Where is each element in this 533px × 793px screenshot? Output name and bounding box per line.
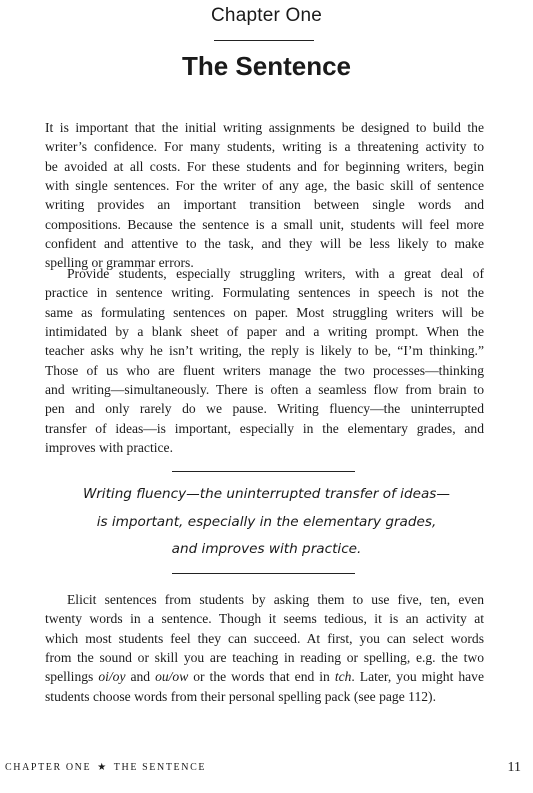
text-line: same as formulating sentences on paper. Most struggling writers will be [45,304,484,320]
footer-section: THE SENTENCE [113,762,207,773]
text-run: spellings [45,669,99,685]
text-run: and [125,669,156,685]
spelling-pattern: ou/ow [155,669,189,685]
chapter-divider [214,40,314,41]
chapter-label: Chapter One [211,5,322,26]
pull-quote-top-rule [172,471,355,472]
paragraph-intro [45,118,484,273]
text-line: It is important that the initial writing assignments be designed to build the [45,120,484,135]
text-line: compositions. Because the sentence is a small unit, students will feel more [45,216,484,232]
text-line: which most students feel they can succeed. At first, you can select words [45,630,484,646]
text-run: . Later, you might have [351,669,484,685]
star-icon: ★ [97,762,108,773]
pull-quote-line: Writing fluency—the uninterrupted transfer of ideas— [83,486,450,502]
text-line: teacher asks why he isn’t writing, the reply is likely to be, “I’m thinking.” [45,343,484,359]
text-line: writer’s confidence. For many students, writing is a threatening activity to [45,139,484,155]
text-line: writing provides an important transition between single words and [45,197,484,213]
chapter-title: The Sentence [181,51,352,81]
text-line: and writing—simultaneously. There is often a seamless flow from brain to [45,382,484,398]
pull-quote-bottom-rule [172,573,355,574]
paragraph-practice [45,264,484,457]
text-line: be avoided at all costs. For these students and for beginning writers, begin [45,158,484,174]
text-line: Provide students, especially struggling writers, with a great deal of [67,266,484,281]
text-line [45,667,484,686]
footer-chapter: CHAPTER ONE [5,762,92,773]
text-line: Elicit sentences from students by asking them to use five, ten, even [67,592,484,607]
pull-quote [0,481,533,564]
text-line: from the sound or skill you are teaching in reading or spelling, e.g. the two [45,650,484,666]
text-line: spelling or grammar errors. [45,255,194,271]
text-line: practice in sentence writing. Formulating sentences in speech is not the [45,285,484,301]
text-line: transfer of ideas—is important, especially in the elementary grades, and [45,420,484,436]
text-line: improves with practice. [45,440,173,456]
text-line: twenty words in a sentence. Though it seems tedious, it is an activity at [45,611,484,627]
spelling-pattern: tch [334,669,352,685]
text-run: or the words that end in [188,669,335,685]
text-line: confident and attentive to the task, and they will be less likely to make [45,236,484,252]
spelling-pattern: oi/oy [98,669,126,685]
page-number: 11 [507,760,521,775]
paragraph-elicit [45,590,484,706]
text-line: students choose words from their personal spelling pack (see page 112). [45,688,436,704]
running-footer [5,762,206,773]
text-line: pen and only rarely do we pause. Writing fluency—the uninterrupted [45,401,484,417]
text-line: Those of us who are fluent writers manage the two processes—thinking [45,362,484,378]
text-line: intimidated by a blank sheet of paper and a writing prompt. When the [45,324,484,340]
pull-quote-line: and improves with practice. [171,541,362,557]
pull-quote-line: is important, especially in the elementary grades, [96,513,437,530]
text-line: with single sentences. For the writer of any age, the basic skill of sentence [45,178,484,194]
